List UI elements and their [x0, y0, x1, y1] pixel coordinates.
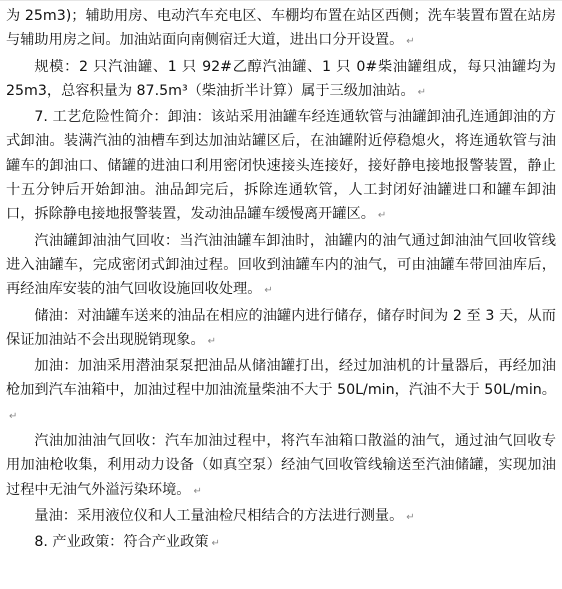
paragraph-text: 加油：加油采用潜油泵泵把油品从储油罐打出，经过加油机的计量器后，再经加油枪加到汽车油箱中，加油过程中加油流量柴油不大于 50L/min，汽油不大于 50L/min。 [6, 358, 556, 399]
paragraph-process-hazard-unloading [6, 105, 556, 228]
paragraph-text: 8. 产业政策：符合产业政策 [34, 534, 209, 551]
paragraph-text: 储油：对油罐车送来的油品在相应的油罐内进行储存，储存时间为 2 至 3 天，从而保证加油站不会出现脱销现象。 [6, 307, 556, 348]
paragraph-text: 为 25m3)；辅助用房、电动汽车充电区、车棚均布置在站区西侧；洗车装置布置在站房与辅助用房之间。加油站面向南侧宿迁大道，进出口分开设置。 [6, 8, 556, 49]
paragraph-mark-icon: ↵ [211, 538, 220, 550]
paragraph-measurement [6, 504, 556, 530]
paragraph-industrial-policy [6, 530, 556, 556]
paragraph-mark-icon: ↵ [264, 285, 273, 297]
paragraph-text: 汽油罐卸油油气回收：当汽油油罐车卸油时，油罐内的油气通过卸油油气回收管线进入油罐车，完成密闭式卸油过程。回收到油罐车内的油气，可由油罐车带回油库后，再经油库安装的油气回收设施回收处理。 [6, 232, 556, 298]
paragraph-text: 汽油加油油气回收：汽车加油过程中，将汽车油箱口散溢的油气，通过油气回收专用加油枪收集，利用动力设备（如真空泵）经油气回收管线输送至汽油储罐，实现加油过程中无油气外溢污染环境。 [6, 433, 556, 498]
paragraph-mark-icon: ↵ [406, 511, 415, 523]
paragraph-unloading-vapor-recovery [6, 229, 556, 304]
paragraph-refueling [6, 354, 556, 429]
paragraph-mark-icon: ↵ [377, 210, 387, 222]
paragraph-text: 规模：2 只汽油罐、1 只 92#乙醇汽油罐、1 只 0#柴油罐组成，每只油罐均为 25m3，总容积量为 87.5m³（柴油折半计算）属于三级加油站。 [6, 58, 556, 99]
paragraph-mark-icon: ↵ [417, 86, 427, 98]
paragraph-scale [6, 55, 556, 106]
paragraph-text: 7. 工艺危险性简介：卸油：该站采用油罐车经连通软管与油罐卸油孔连通卸油的方式卸油。装满汽油的油槽车到达加油站罐区后，在油罐附近停稳熄火，将连通软管与油罐车的卸油口、储罐的进油口利用密闭快速接头连接好，接好静电接地报警装置，静止十五分钟后开始卸油。油品卸完后，拆除连通软管，人工封闭好油罐进口和罐车卸油口，拆除静电接地报警装置，发动油品罐车缓慢离开罐区。 [6, 109, 556, 223]
paragraph-storage [6, 304, 556, 355]
paragraph-mark-icon: ↵ [406, 36, 415, 48]
paragraph-refueling-vapor-recovery [6, 429, 556, 504]
paragraph-mark-icon: ↵ [207, 335, 217, 347]
page-top-edge [0, 0, 562, 1]
paragraph-site-layout [6, 4, 556, 55]
paragraph-mark-icon: ↵ [193, 485, 202, 497]
paragraph-text: 量油：采用液位仪和人工量油检尺相结合的方法进行测量。 [34, 507, 404, 524]
paragraph-mark-icon: ↵ [9, 410, 18, 422]
